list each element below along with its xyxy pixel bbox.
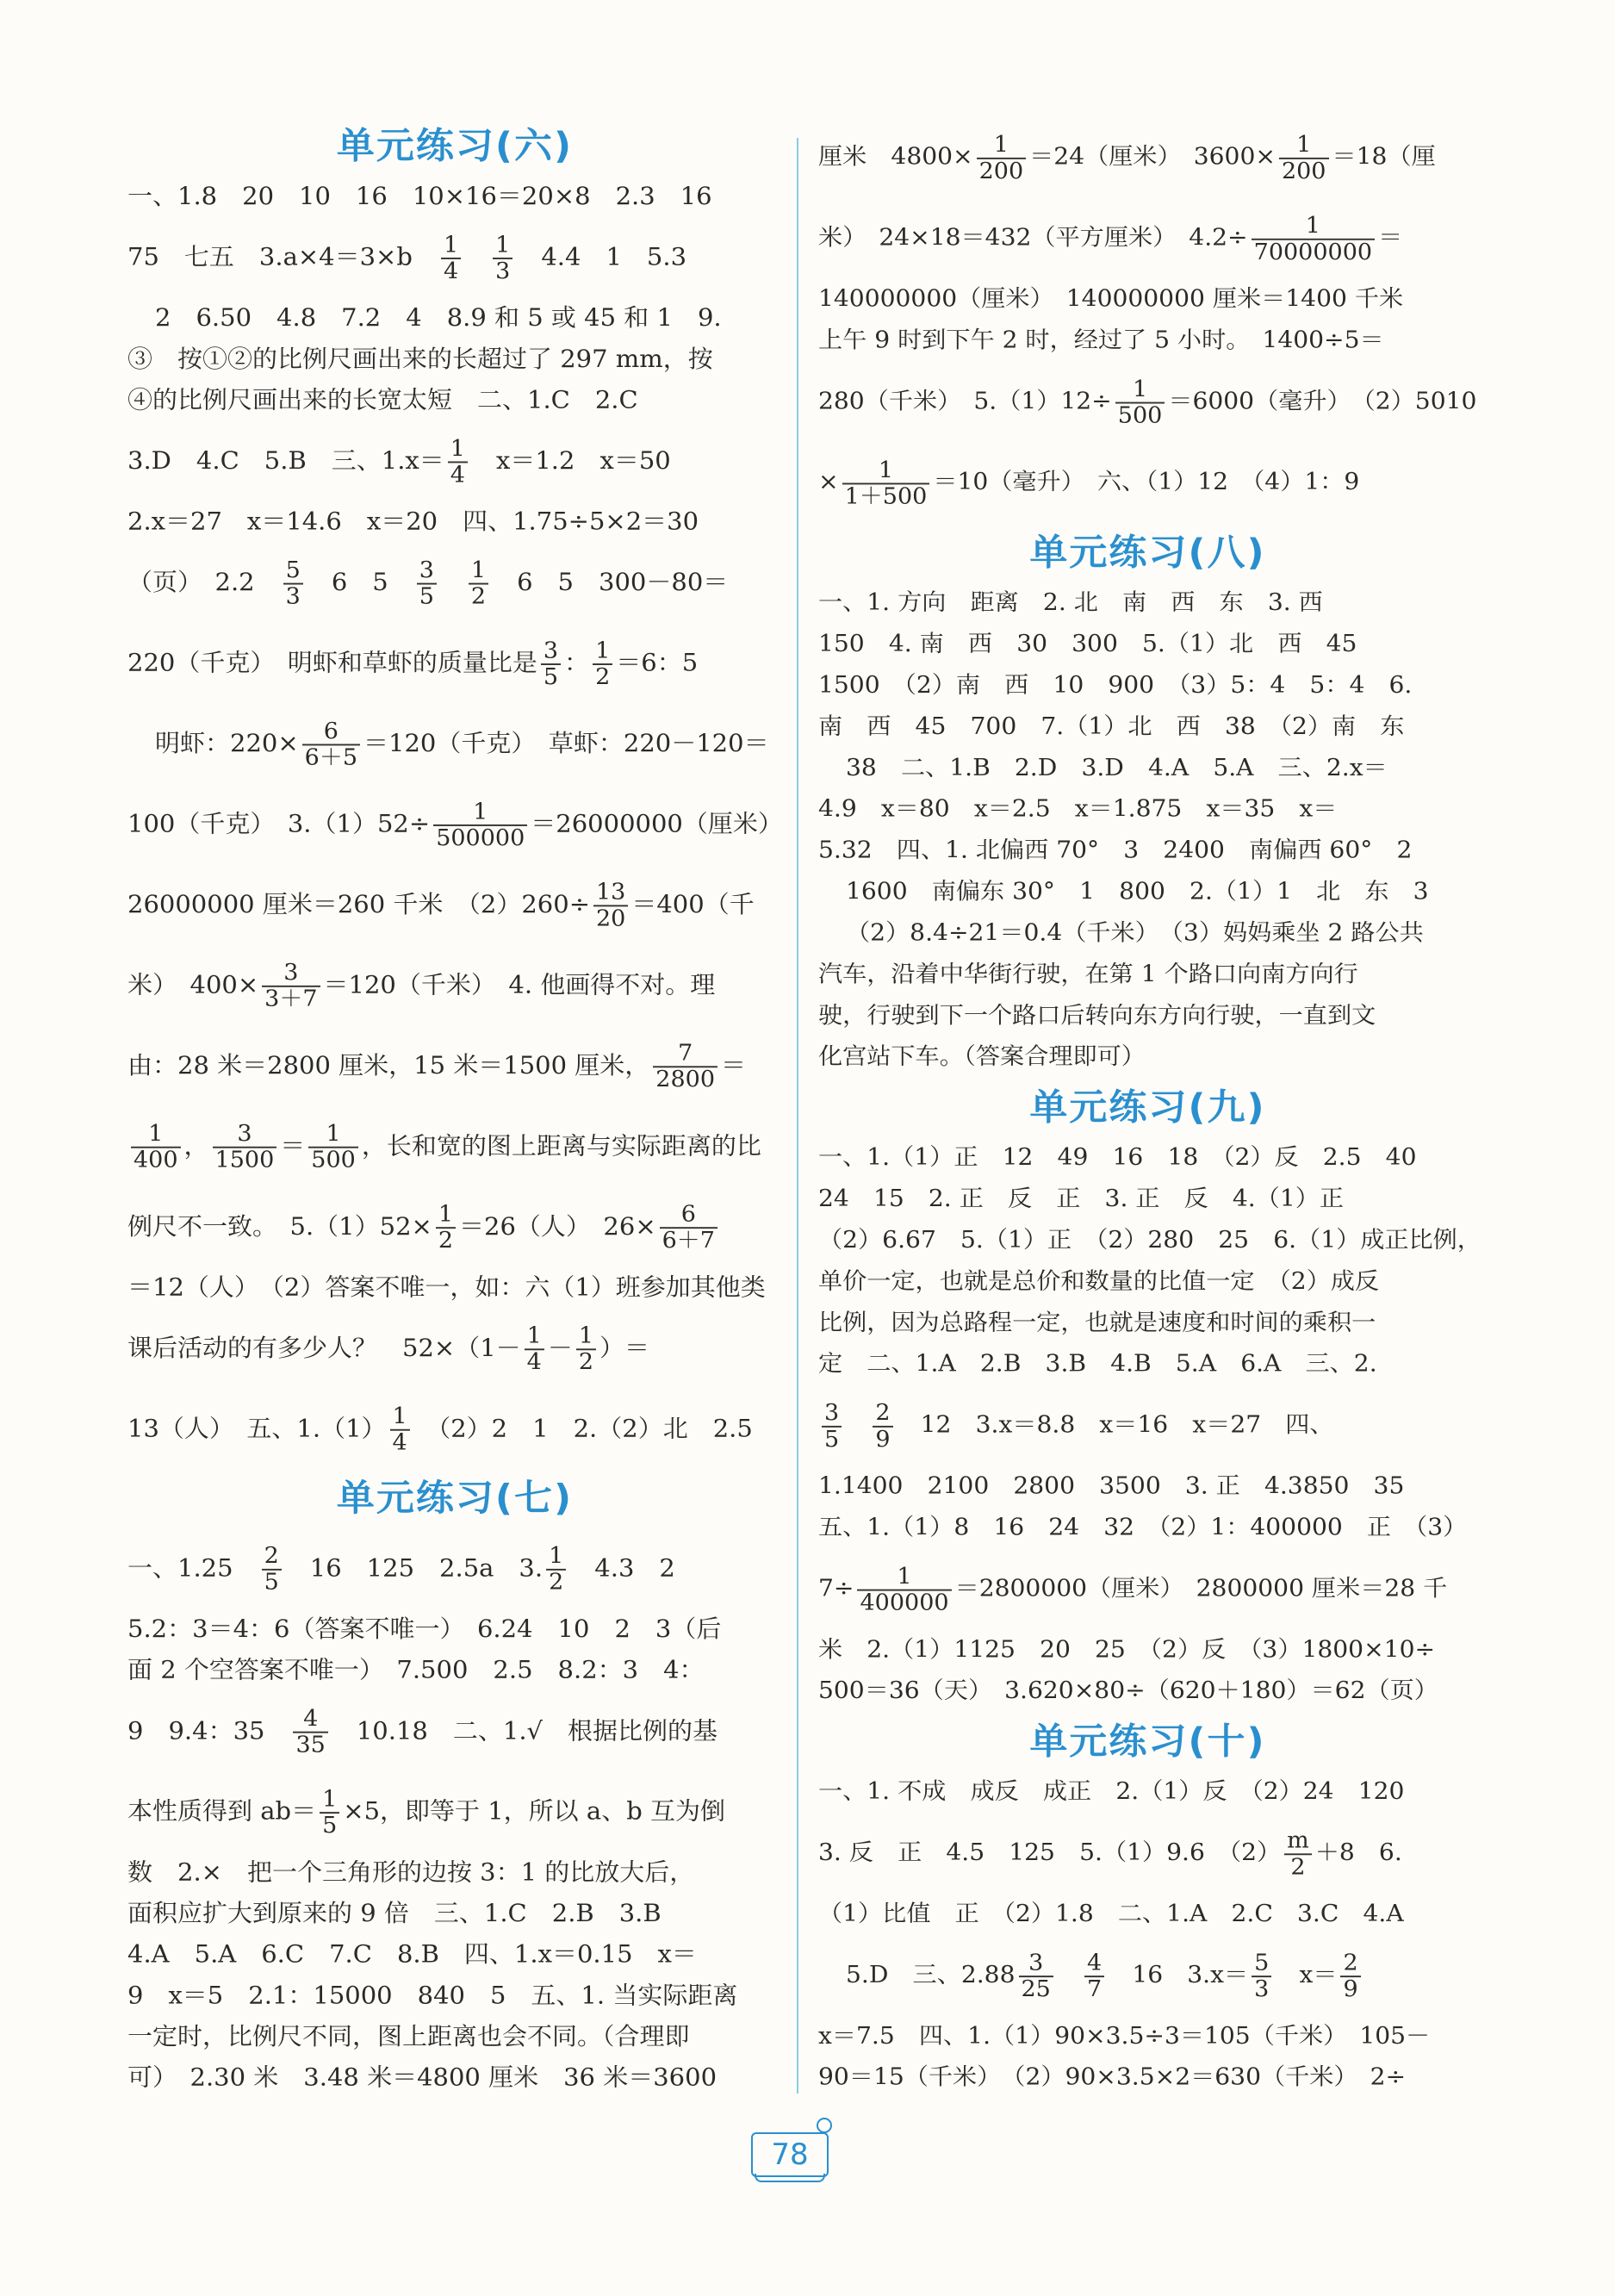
- denominator: 5: [322, 1813, 338, 1839]
- answer-line: [127, 703, 782, 783]
- answer-text: 280（千米） 5.（1）12÷: [818, 387, 1112, 414]
- answer-line: [818, 442, 1477, 523]
- fraction: [436, 1203, 456, 1254]
- answer-text: 24 15 2. 正 反 正 3. 正 反 4.（1）正: [818, 1185, 1345, 1212]
- fraction: [417, 558, 437, 609]
- answer-line: [127, 420, 782, 501]
- numerator: 1: [390, 1404, 410, 1430]
- denominator: 5: [419, 583, 434, 610]
- answer-text: ＝12（人） （2）答案不唯一，如：六（1）班参加其他类: [127, 1272, 766, 1302]
- answer-text: 2 6.50 4.8 7.2 4 8.9 和 5 或 45 和 1 9.: [155, 303, 722, 332]
- answer-text: 本性质得到 ab＝: [127, 1796, 317, 1826]
- fraction: [1284, 1828, 1312, 1879]
- answer-text: 9 9.4：35: [127, 1716, 290, 1745]
- answer-text: 5.32 四、1. 北偏西 70° 3 2400 南偏西 60° 2: [818, 836, 1413, 864]
- answer-text: [1057, 1961, 1081, 1988]
- answer-text: 一、1. 方向 距离 2. 北 南 西 东 3. 西: [818, 588, 1323, 616]
- answer-line: [127, 2016, 782, 2057]
- answer-text: （页） 2.2: [127, 568, 280, 596]
- answer-text: [440, 568, 465, 595]
- numerator: 3: [262, 961, 320, 987]
- numerator: 1: [469, 558, 488, 584]
- answer-line: [818, 320, 1477, 361]
- answer-text: 化宫站下车。（答案合理即可）: [818, 1042, 1146, 1070]
- answer-text: 1500 （2）南 西 10 900 （3）5：4 5：4 6.: [818, 671, 1413, 699]
- denominator: 200: [978, 158, 1024, 184]
- answer-text: 5.2：3＝4：6（答案不唯一） 6.24 10 2 3（后: [127, 1615, 722, 1643]
- denominator: 3: [495, 258, 511, 284]
- numerator: 1: [493, 233, 512, 259]
- fraction: [660, 1203, 717, 1254]
- fraction: [1115, 377, 1165, 428]
- answer-line: [127, 379, 782, 420]
- answer-line: [818, 116, 1477, 197]
- denominator: 9: [875, 1426, 891, 1453]
- denominator: 5: [543, 664, 559, 690]
- answer-line: [818, 197, 1477, 278]
- answer-text: （2）6.67 5.（1）正 （2）280 25 6.（1）成正比例，: [818, 1226, 1481, 1254]
- numerator: 1: [977, 133, 1027, 159]
- answer-line: [127, 1851, 782, 1893]
- fraction: [653, 1042, 717, 1092]
- fraction: [1019, 1951, 1053, 2001]
- numerator: 1: [842, 458, 930, 484]
- answer-line: [127, 864, 782, 944]
- answer-text: 厘米 4800×: [818, 142, 973, 171]
- answer-line: [818, 1629, 1477, 1671]
- numerator: 1: [320, 1788, 339, 1814]
- section-heading: 单元练习(七): [336, 1478, 574, 1520]
- left-column: [127, 116, 782, 2098]
- answer-line: [818, 1178, 1477, 1219]
- answer-text: ＝: [280, 1131, 306, 1160]
- answer-line: [818, 747, 1477, 788]
- answer-text: ＝400（千: [631, 890, 755, 918]
- fraction: [293, 1707, 327, 1758]
- answer-text: 3. 反 正 4.5 125 5.（1）9.6 （2）: [818, 1839, 1282, 1866]
- answer-line: [818, 664, 1477, 706]
- answer-text: 米） 400×: [127, 970, 259, 999]
- answer-text: x＝7.5 四、1.（1）90×3.5÷3＝105（千米） 105－: [818, 2021, 1431, 2050]
- fraction: [469, 558, 488, 609]
- answer-text: 米） 24×18＝432（平方厘米） 4.2÷: [818, 223, 1248, 252]
- fraction: [1084, 1951, 1104, 2001]
- denominator: 4: [392, 1429, 407, 1456]
- denominator: 25: [1021, 1976, 1051, 2002]
- answer-text: [464, 243, 489, 271]
- answer-line: [818, 1219, 1481, 1260]
- answer-text: ＋8 6.: [1314, 1839, 1402, 1866]
- denominator: 5: [824, 1426, 840, 1453]
- numerator: 1: [525, 1324, 544, 1350]
- answer-text: 4.4 1 5.3: [516, 242, 687, 271]
- answer-text: ＝26000000（厘米）: [531, 809, 783, 838]
- answer-text: ＝10（毫升） 六、（1）12 （4）1：9: [933, 468, 1360, 495]
- section-heading: 单元练习(九): [1029, 1086, 1266, 1129]
- denominator: 5: [264, 1569, 279, 1596]
- denominator: 20: [596, 905, 626, 931]
- answer-text: 定 二、1.A 2.B 3.B 4.B 5.A 6.A 三、2.: [818, 1349, 1377, 1378]
- answer-text: 12 3.x＝8.8 x＝16 x＝27 四、: [896, 1410, 1334, 1439]
- fraction: [857, 1565, 951, 1615]
- answer-line: [127, 1308, 782, 1388]
- fraction: [262, 1545, 282, 1596]
- apple-icon: [817, 2118, 832, 2133]
- denominator: 70000000: [1253, 239, 1373, 265]
- numerator: 7: [653, 1042, 717, 1067]
- numerator: 2: [873, 1401, 892, 1427]
- answer-line: [818, 1771, 1477, 1813]
- answer-text: 150 4. 南 西 30 300 5.（1）北 西 45: [818, 630, 1357, 657]
- fraction: [302, 719, 360, 770]
- answer-text: ＝24（厘米） 3600×: [1029, 142, 1276, 171]
- denominator: 35: [295, 1732, 326, 1758]
- answer-line: [818, 912, 1477, 954]
- answer-text: ＝: [721, 1051, 747, 1080]
- answer-text: 9 x＝5 2.1：15000 840 5 五、1. 当实际距离: [127, 1981, 738, 2010]
- fraction: [262, 961, 320, 1012]
- fraction: [213, 1122, 277, 1173]
- denominator: 500: [311, 1147, 356, 1173]
- answer-text: 5.D 三、2.88: [846, 1960, 1016, 1988]
- denominator: 6＋7: [662, 1228, 715, 1254]
- answer-text: 38 二、1.B 2.D 3.D 4.A 5.A 三、2.x＝: [846, 753, 1388, 781]
- numerator: 5: [1252, 1951, 1271, 1976]
- answer-line: [818, 1812, 1477, 1893]
- denominator: 2: [595, 664, 611, 690]
- answer-text: 一、1.8 20 10 16 10×16＝20×8 2.3 16: [127, 182, 712, 210]
- answer-text: 1.1400 2100 2800 3500 3. 正 4.3850 35: [818, 1472, 1405, 1500]
- numerator: 2: [1340, 1951, 1360, 1976]
- answer-text: 米 2.（1）1125 20 25 （2）反 （3）1800×10÷: [818, 1635, 1436, 1663]
- fraction: [283, 558, 303, 609]
- answer-line: [818, 1934, 1477, 2015]
- denominator: 4: [526, 1349, 542, 1375]
- denominator: 500000: [436, 824, 525, 851]
- numerator: 1: [1279, 133, 1329, 159]
- answer-line: [127, 1025, 782, 1105]
- answer-line: [127, 216, 782, 296]
- answer-line: [127, 783, 782, 863]
- answer-text: 90＝15（千米） （2）90×3.5×2＝630（千米） 2÷: [818, 2063, 1407, 2091]
- denominator: 3: [1254, 1976, 1270, 2002]
- section-heading: 单元练习(六): [336, 125, 574, 168]
- answer-text: 一定时，比例尺不同，图上距离也会不同。（合理即: [127, 2022, 690, 2050]
- numerator: 1: [433, 800, 527, 826]
- answer-text: （2）2 1 2.（2）北 2.5: [413, 1414, 753, 1443]
- answer-text: ＝6：5: [616, 648, 699, 677]
- answer-line: [127, 1528, 782, 1608]
- fraction: [131, 1122, 181, 1173]
- denominator: 2: [438, 1228, 454, 1254]
- answer-line: [818, 1343, 1477, 1384]
- fraction: [525, 1324, 544, 1375]
- answer-line: [818, 995, 1477, 1036]
- answer-line: [818, 706, 1477, 747]
- answer-line: [818, 830, 1477, 871]
- answer-text: 单价一定，也就是总价和数量的比值一定 （2）成反: [818, 1266, 1380, 1295]
- answer-text: ＝26（人） 26×: [459, 1212, 656, 1241]
- answer-text: ，长和宽的图上距离与实际距离的比: [361, 1131, 761, 1160]
- answer-line: [818, 1671, 1477, 1712]
- answer-text: 比例，因为总路程一定，也就是速度和时间的乘积一: [818, 1308, 1376, 1336]
- answer-text: ＝120（千克） 草虾：220－120＝: [363, 729, 769, 757]
- answer-text: 26000000 厘米＝260 千米 （2）260÷: [127, 890, 590, 918]
- section-heading: 单元练习(十): [1029, 1720, 1266, 1763]
- answer-text: 16 3.x＝: [1108, 1960, 1249, 1988]
- answer-line: [818, 623, 1477, 664]
- answer-text: ，: [183, 1131, 209, 1160]
- denominator: 9: [1343, 1976, 1358, 2002]
- answer-text: 课后活动的有多少人？ 52×（1－: [127, 1334, 521, 1362]
- numerator: 1: [546, 1545, 566, 1571]
- answer-text: （1）比值 正 （2）1.8 二、1.A 2.C 3.C 4.A: [818, 1900, 1404, 1927]
- answer-text: 面积应扩大到原来的 9 倍 三、1.C 2.B 3.B: [127, 1899, 662, 1927]
- fraction: [493, 233, 512, 284]
- answer-line: [127, 622, 782, 702]
- numerator: 3: [1019, 1951, 1053, 1976]
- numerator: 3: [541, 639, 561, 665]
- answer-text: 6 5 300－80＝: [492, 568, 729, 596]
- numerator: 5: [283, 558, 303, 584]
- fraction: [1340, 1951, 1360, 2001]
- answer-line: [127, 1690, 782, 1770]
- answer-text: 一、1.25: [127, 1553, 258, 1583]
- denominator: 2: [578, 1349, 594, 1375]
- answer-text: 例尺不一致。 5.（1）52×: [127, 1212, 432, 1241]
- numerator: 3: [822, 1401, 842, 1427]
- answer-line: [127, 1388, 782, 1468]
- answer-line: [127, 1266, 782, 1308]
- answer-text: ×: [818, 468, 839, 495]
- denominator: 400: [134, 1147, 178, 1173]
- denominator: 4: [450, 462, 465, 488]
- numerator: 3: [213, 1122, 277, 1148]
- numerator: 6: [302, 719, 360, 745]
- denominator: 200: [1281, 158, 1326, 184]
- answer-text: 4.A 5.A 6.C 7.C 8.B 四、1.x＝0.15 x＝: [127, 1939, 697, 1969]
- answer-line: [127, 1105, 782, 1185]
- denominator: 3: [285, 583, 301, 610]
- fraction: [593, 639, 612, 690]
- denominator: 4: [443, 258, 459, 284]
- fraction: [593, 880, 628, 931]
- answer-text: 数 2.× 把一个三角形的边按 3：1 的比放大后，: [127, 1857, 695, 1886]
- fraction: [822, 1401, 842, 1452]
- answer-line: [818, 361, 1477, 442]
- answer-line: [818, 2056, 1477, 2098]
- numerator: 13: [593, 880, 628, 906]
- answer-line: [818, 1465, 1477, 1507]
- denominator: 6＋5: [304, 744, 358, 771]
- answer-text: ：: [564, 648, 590, 677]
- answer-text: ③ 按①②的比例尺画出来的长超过了 297 mm，按: [127, 345, 713, 373]
- denominator: 1500: [214, 1147, 275, 1173]
- answer-text: 13（人） 五、1.（1）: [127, 1414, 387, 1443]
- fraction: [308, 1122, 358, 1173]
- answer-text: 500＝36（天） 3.620×80÷（620＋180）＝62（页）: [818, 1677, 1438, 1704]
- numerator: 1: [1115, 377, 1165, 403]
- answer-line: [127, 1608, 782, 1650]
- fraction: [873, 1401, 892, 1452]
- fraction: [433, 800, 527, 851]
- fraction: [448, 437, 468, 488]
- denominator: 2: [549, 1569, 564, 1596]
- fraction: [320, 1788, 339, 1839]
- numerator: 1: [1252, 214, 1375, 240]
- denominator: 3＋7: [264, 986, 318, 1012]
- answer-text: 可） 2.30 米 3.48 米＝4800 厘米 36 米＝3600: [127, 2063, 717, 2092]
- answer-text: 140000000（厘米） 140000000 厘米＝1400 千米: [818, 284, 1404, 313]
- denominator: 1＋500: [844, 482, 928, 509]
- answer-line: [127, 297, 782, 339]
- answer-text: 220（千克） 明虾和草虾的质量比是: [127, 648, 537, 677]
- column-divider: [797, 138, 798, 2094]
- numerator: 1: [576, 1324, 596, 1350]
- answer-text: 由：28 米＝2800 厘米，15 米＝1500 厘米，: [127, 1051, 650, 1080]
- answer-text: ＝18（厘: [1332, 142, 1436, 171]
- numerator: 2: [262, 1545, 282, 1571]
- answer-text: x＝1.2 x＝50: [470, 446, 671, 475]
- fraction: [576, 1324, 596, 1375]
- answer-text: 南 西 45 700 7.（1）北 西 38 （2）南 东: [818, 712, 1405, 740]
- denominator: 400000: [860, 1590, 949, 1615]
- fraction: [390, 1404, 410, 1455]
- numerator: 1: [436, 1203, 456, 1229]
- answer-line: [818, 1893, 1477, 1934]
- numerator: 1: [448, 437, 468, 463]
- answer-text: 五、1.（1）8 16 24 32 （2）1：400000 正 （3）: [818, 1513, 1468, 1541]
- fraction: [842, 458, 930, 509]
- answer-text: 3.D 4.C 5.B 三、1.x＝: [127, 446, 444, 475]
- fraction: [541, 639, 561, 690]
- denominator: 2800: [655, 1067, 716, 1092]
- answer-text: ④的比例尺画出来的长宽太短 二、1.C 2.C: [127, 385, 638, 414]
- answer-text: 10.18 二、1.√ 根据比例的基: [331, 1716, 718, 1745]
- answer-line: [127, 944, 782, 1024]
- fraction: [1279, 133, 1329, 184]
- numerator: 1: [308, 1122, 358, 1148]
- numerator: 4: [293, 1707, 327, 1733]
- answer-text: ＝2800000（厘米） 2800000 厘米＝28 千: [954, 1574, 1448, 1602]
- answer-line: [127, 176, 782, 217]
- answer-text: 4.3 2: [569, 1553, 675, 1583]
- answer-line: [818, 954, 1477, 995]
- numerator: 1: [593, 639, 612, 665]
- answer-text: x＝: [1275, 1960, 1338, 1988]
- answer-line: [127, 501, 782, 542]
- answer-text: 4.9 x＝80 x＝2.5 x＝1.875 x＝35 x＝: [818, 794, 1338, 823]
- answer-line: [818, 1137, 1477, 1179]
- page-number: 78: [751, 2132, 829, 2177]
- answer-text: 一、1. 不成 成反 成正 2.（1）反 （2）24 120: [818, 1777, 1405, 1805]
- fraction: [441, 233, 461, 284]
- answer-text: （2）8.4÷21＝0.4（千米） （3）妈妈乘坐 2 路公共: [846, 918, 1424, 947]
- numerator: 1: [131, 1122, 181, 1148]
- answer-text: 1600 南偏东 30° 1 800 2.（1）1 北 东 3: [846, 877, 1429, 905]
- answer-line: [818, 871, 1477, 912]
- answer-line: [818, 582, 1477, 624]
- answer-line: [818, 1302, 1477, 1343]
- answer-line: [127, 1649, 782, 1690]
- answer-text: ＝: [1378, 223, 1403, 252]
- answer-line: [818, 1260, 1477, 1302]
- answer-text: 100（千克） 3.（1）52÷: [127, 809, 431, 838]
- answer-line: [818, 1384, 1477, 1465]
- fraction: [1252, 1951, 1271, 2001]
- answer-text: ＝6000（毫升） （2）5010: [1168, 387, 1477, 414]
- answer-text: 驶，行驶到下一个路口后转向东方向行驶，一直到文: [818, 1001, 1376, 1029]
- answer-text: 明虾：220×: [155, 729, 299, 757]
- answer-text: 面 2 个空答案不唯一） 7.500 2.5 8.2：3 4：: [127, 1655, 705, 1684]
- answer-text: ＝120（千米） 4. 他画得不对。理: [323, 970, 716, 999]
- answer-line: [127, 1933, 782, 1975]
- answer-text: 75 七五 3.a×4＝3×b: [127, 242, 438, 271]
- numerator: m: [1284, 1828, 1312, 1854]
- answer-line: [818, 278, 1477, 320]
- denominator: 2: [1290, 1853, 1306, 1880]
- numerator: 1: [857, 1565, 951, 1590]
- denominator: 2: [470, 583, 487, 610]
- answer-text: －: [547, 1334, 573, 1362]
- fraction: [977, 133, 1027, 184]
- numerator: 1: [441, 233, 461, 259]
- answer-line: [818, 1507, 1477, 1548]
- answer-text: 汽车，沿着中华街行驶，在第 1 个路口向南方向行: [818, 960, 1358, 988]
- answer-line: [127, 1186, 782, 1266]
- answer-text: [845, 1411, 869, 1439]
- answer-line: [127, 2056, 782, 2098]
- answer-line: [127, 1770, 782, 1851]
- answer-text: 16 125 2.5a 3.: [284, 1553, 544, 1583]
- section-heading: 单元练习(八): [1029, 532, 1266, 574]
- fraction: [546, 1545, 566, 1596]
- answer-line: [127, 1975, 782, 2016]
- fraction: [1252, 214, 1375, 264]
- numerator: 4: [1084, 1951, 1104, 1976]
- answer-line: [818, 1548, 1477, 1629]
- denominator: 7: [1087, 1976, 1103, 2002]
- answer-text: ）＝: [599, 1334, 650, 1362]
- right-column: [818, 116, 1481, 2098]
- answer-line: [818, 788, 1477, 830]
- answer-text: 6 5: [306, 568, 413, 596]
- answer-text: 2.x＝27 x＝14.6 x＝20 四、1.75÷5×2＝30: [127, 507, 699, 536]
- answer-text: 7÷: [818, 1574, 854, 1602]
- answer-line: [127, 542, 782, 622]
- answer-text: 一、1.（1）正 12 49 16 18 （2）反 2.5 40: [818, 1143, 1417, 1171]
- answer-text: 上午 9 时到下午 2 时，经过了 5 小时。 1400÷5＝: [818, 326, 1384, 354]
- answer-line: [127, 1893, 782, 1934]
- answer-line: [818, 1036, 1477, 1078]
- numerator: 6: [660, 1203, 717, 1229]
- answer-line: [818, 2015, 1477, 2056]
- answer-line: [127, 338, 782, 379]
- numerator: 3: [417, 558, 437, 584]
- denominator: 500: [1117, 402, 1163, 428]
- answer-text: ×5，即等于 1，所以 a、b 互为倒: [343, 1796, 725, 1826]
